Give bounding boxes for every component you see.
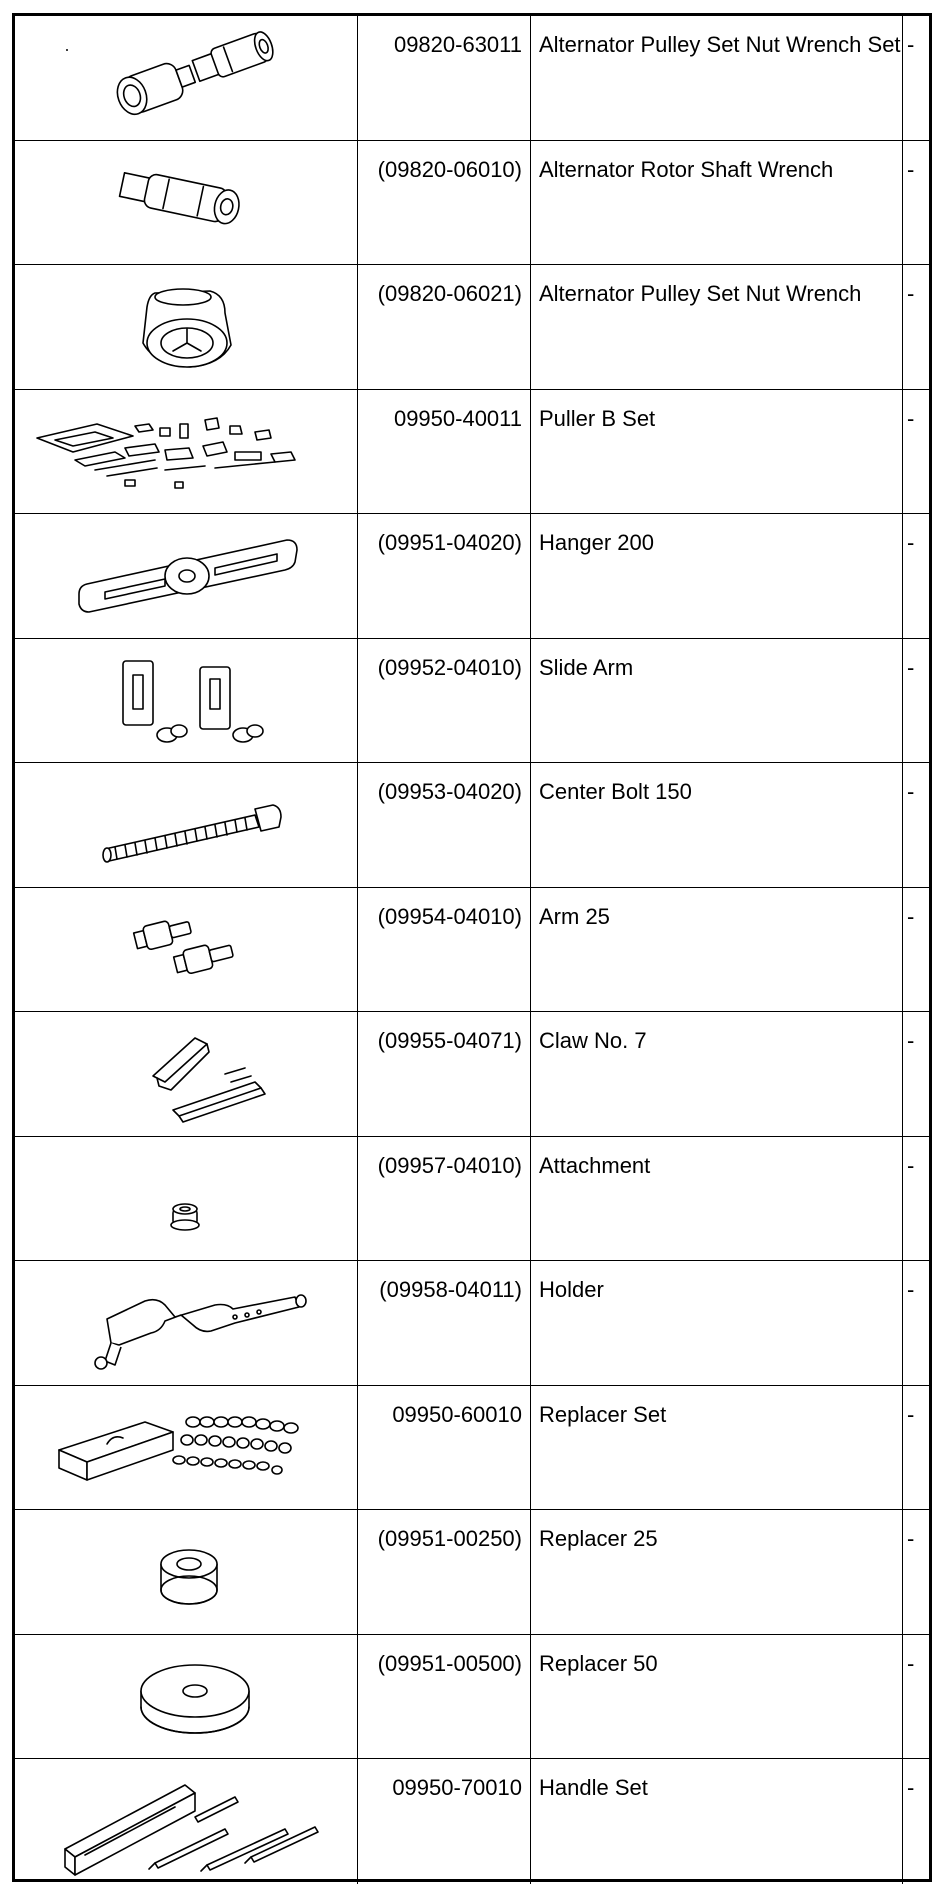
handle-set-illustration bbox=[15, 1759, 358, 1883]
table-row bbox=[15, 1137, 929, 1262]
tool-name: Slide Arm bbox=[531, 639, 903, 763]
illustration-cell bbox=[15, 1012, 358, 1136]
illustration-cell bbox=[15, 141, 358, 265]
illustration-cell bbox=[15, 763, 358, 887]
table-row bbox=[15, 639, 929, 764]
part-number: (09951-04020) bbox=[358, 514, 531, 638]
remark: - bbox=[907, 530, 915, 555]
tool-name: Alternator Pulley Set Nut Wrench Set bbox=[531, 16, 903, 140]
part-number: (09820-06021) bbox=[358, 265, 531, 389]
tool-name: Handle Set bbox=[531, 1759, 903, 1884]
illustration-cell bbox=[15, 265, 358, 389]
remark: - bbox=[907, 779, 915, 804]
part-number: (09820-06010) bbox=[358, 141, 531, 265]
remark: - bbox=[907, 1775, 915, 1800]
table-row bbox=[15, 1759, 929, 1884]
holder-illustration bbox=[15, 1261, 358, 1385]
attachment-illustration bbox=[15, 1137, 358, 1261]
remark: - bbox=[907, 1401, 915, 1427]
illustration-cell bbox=[15, 1759, 358, 1884]
part-number: (09958-04011) bbox=[358, 1261, 531, 1385]
part-number: (09957-04010) bbox=[358, 1137, 531, 1261]
tool-name: Arm 25 bbox=[531, 888, 903, 1012]
replacer-25-illustration bbox=[15, 1510, 358, 1634]
table-row bbox=[15, 514, 929, 639]
illustration-cell bbox=[15, 514, 358, 638]
part-number: 09820-63011 bbox=[358, 16, 531, 140]
part-number: (09953-04020) bbox=[358, 763, 531, 887]
alternator-pulley-set-nut-wrench-illustration bbox=[15, 265, 358, 389]
replacer-set-illustration bbox=[15, 1386, 358, 1510]
center-bolt-150-illustration bbox=[15, 763, 358, 887]
table-row bbox=[15, 16, 929, 141]
remark: - bbox=[907, 1277, 915, 1302]
tool-name: Replacer Set bbox=[531, 1386, 903, 1510]
illustration-cell bbox=[15, 1261, 358, 1385]
remark: - bbox=[907, 1650, 915, 1676]
tool-name: Holder bbox=[531, 1261, 903, 1385]
remark: - bbox=[907, 281, 915, 306]
part-number: (09955-04071) bbox=[358, 1012, 531, 1136]
table-row bbox=[15, 888, 929, 1013]
tool-name: Alternator Rotor Shaft Wrench bbox=[531, 141, 903, 265]
puller-b-set-illustration bbox=[15, 390, 358, 514]
table-row bbox=[15, 1012, 929, 1137]
arm-25-illustration bbox=[15, 888, 358, 1012]
illustration-cell bbox=[15, 1635, 358, 1759]
tool-name: Replacer 25 bbox=[531, 1510, 903, 1634]
table-row bbox=[15, 763, 929, 888]
illustration-cell bbox=[15, 390, 358, 514]
part-number: (09954-04010) bbox=[358, 888, 531, 1012]
remark: - bbox=[907, 156, 915, 182]
tool-name: Replacer 50 bbox=[531, 1635, 903, 1759]
remark: - bbox=[907, 32, 915, 57]
remark: - bbox=[907, 903, 915, 929]
sst-table bbox=[12, 13, 932, 1882]
remark: - bbox=[907, 1526, 915, 1551]
illustration-cell bbox=[15, 1137, 358, 1261]
tool-name: Attachment bbox=[531, 1137, 903, 1261]
part-number: 09950-60010 bbox=[358, 1386, 531, 1510]
tool-name: Puller B Set bbox=[531, 390, 903, 514]
part-number: (09951-00250) bbox=[358, 1510, 531, 1634]
remark: - bbox=[907, 1152, 915, 1178]
remark: - bbox=[907, 405, 915, 431]
part-number: 09950-40011 bbox=[358, 390, 531, 514]
tool-name: Alternator Pulley Set Nut Wrench bbox=[531, 265, 903, 389]
part-number: 09950-70010 bbox=[358, 1759, 531, 1884]
tool-name: Center Bolt 150 bbox=[531, 763, 903, 887]
illustration-cell bbox=[15, 639, 358, 763]
table-row bbox=[15, 1510, 929, 1635]
replacer-50-illustration bbox=[15, 1635, 358, 1759]
alternator-pulley-set-nut-wrench-set-illustration bbox=[15, 16, 358, 140]
slide-arm-illustration bbox=[15, 639, 358, 763]
tool-name: Hanger 200 bbox=[531, 514, 903, 638]
illustration-cell bbox=[15, 1386, 358, 1510]
alternator-rotor-shaft-wrench-illustration bbox=[15, 141, 358, 265]
table-row bbox=[15, 141, 929, 266]
table-row bbox=[15, 265, 929, 390]
remark: - bbox=[907, 654, 915, 680]
table-row bbox=[15, 1261, 929, 1386]
claw-no-7-illustration bbox=[15, 1012, 358, 1136]
remark: - bbox=[907, 1028, 915, 1053]
part-number: (09952-04010) bbox=[358, 639, 531, 763]
hanger-200-illustration bbox=[15, 514, 358, 638]
illustration-cell bbox=[15, 888, 358, 1012]
part-number: (09951-00500) bbox=[358, 1635, 531, 1759]
table-row bbox=[15, 1386, 929, 1511]
tool-name: Claw No. 7 bbox=[531, 1012, 903, 1136]
table-row bbox=[15, 390, 929, 515]
table-row bbox=[15, 1635, 929, 1760]
illustration-cell bbox=[15, 1510, 358, 1634]
illustration-cell bbox=[15, 16, 358, 140]
